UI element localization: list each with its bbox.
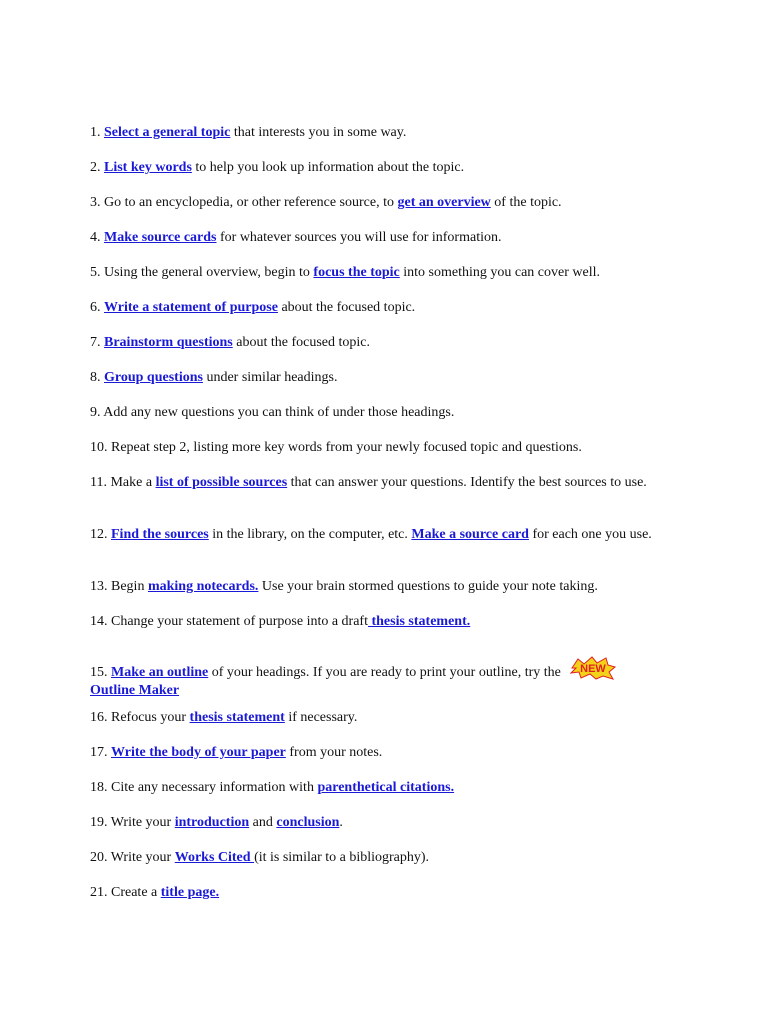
link-works-cited[interactable]: Works Cited [174,850,255,865]
step-text: 16. Refocus your [90,710,190,725]
link-making-notecards[interactable]: making notecards. [147,579,259,594]
step-text: in the library, on the computer, etc. [208,527,412,542]
link-list-key-words[interactable]: List key words [104,160,192,175]
link-outline-maker[interactable]: Outline Maker [90,683,180,698]
link-make-a-source-card[interactable]: Make a source card [411,527,529,542]
step-19 [90,814,680,832]
step-text: (it is similar to a bibliography). [254,850,430,865]
link-introduction[interactable]: introduction [174,815,250,830]
step-text: 5. Using the general overview, begin to [90,265,314,280]
step-text: 13. Begin [90,579,148,594]
step-text: 2. [90,160,104,175]
link-thesis-statement[interactable]: thesis statement. [367,614,471,629]
new-badge-icon [570,656,616,680]
step-text: for each one you use. [528,527,652,542]
step-text: about the focused topic. [277,300,416,315]
step-21 [90,884,680,902]
new-badge-label: NEW [580,663,607,675]
step-text: for whatever sources you will use for information. [216,230,502,245]
step-text: 15. [90,665,111,680]
step-text: 18. Cite any necessary information with [90,780,318,795]
link-parenthetical-citations[interactable]: parenthetical citations. [317,780,455,795]
step-text: of the topic. [490,195,562,210]
step-text: that interests you in some way. [230,125,407,140]
step-text: and [249,815,277,830]
step-text: Use your brain stormed questions to guide your note taking. [258,579,598,594]
link-conclusion[interactable]: conclusion [276,815,340,830]
link-find-the-sources[interactable]: Find the sources [111,527,209,542]
step-18 [90,779,680,797]
link-title-page[interactable]: title page. [160,885,220,900]
step-text: 14. Change your statement of purpose into a draft [90,614,368,629]
step-text: 21. Create a [90,885,161,900]
step-4 [90,229,680,247]
step-text: 11. Make a [90,475,156,490]
link-select-a-general-topic[interactable]: Select a general topic [104,125,231,140]
link-write-the-body-of-your-paper[interactable]: Write the body of your paper [111,745,286,760]
step-text: 9. Add any new questions you can think of under those headings. [90,405,455,420]
link-make-source-cards[interactable]: Make source cards [104,230,217,245]
step-text: 17. [90,745,111,760]
step-20 [90,849,680,867]
link-group-questions[interactable]: Group questions [104,370,203,385]
link-write-a-statement-of-purpose[interactable]: Write a statement of purpose [104,300,278,315]
step-14 [90,613,680,631]
step-15 [90,656,680,700]
step-text: that can answer your questions. Identify the best sources to use. [287,475,647,490]
step-text: 12. [90,527,111,542]
step-text: 20. Write your [90,850,175,865]
step-text: 1. [90,125,104,140]
step-text: into something you can cover well. [399,265,600,280]
step-text: if necessary. [284,710,358,725]
step-16 [90,709,680,727]
step-text: under similar headings. [202,370,338,385]
step-7 [90,334,680,352]
step-text: 7. [90,335,104,350]
link-thesis-statement[interactable]: thesis statement [189,710,285,725]
step-1 [90,124,680,142]
step-text: 8. [90,370,104,385]
step-text: about the focused topic. [232,335,370,350]
link-get-an-overview[interactable]: get an overview [397,195,491,210]
step-text: 3. Go to an encyclopedia, or other reference source, to [90,195,398,210]
step-text: 4. [90,230,104,245]
link-brainstorm-questions[interactable]: Brainstorm questions [104,335,233,350]
step-13 [90,578,680,596]
link-focus-the-topic[interactable]: focus the topic [313,265,400,280]
step-text: of your headings. If you are ready to print your outline, try the [208,665,565,680]
step-12 [90,526,680,544]
step-9 [90,404,680,422]
step-6 [90,299,680,317]
step-11 [90,474,680,492]
step-17 [90,744,680,762]
step-text: to help you look up information about the topic. [191,160,465,175]
link-make-an-outline[interactable]: Make an outline [111,665,209,680]
step-text: 19. Write your [90,815,175,830]
step-2 [90,159,680,177]
step-text: from your notes. [285,745,383,760]
step-text: . [339,815,343,830]
step-8 [90,369,680,387]
link-list-of-possible-sources[interactable]: list of possible sources [155,475,288,490]
step-text: 10. Repeat step 2, listing more key words from your newly focused topic and questions. [90,440,582,455]
step-5 [90,264,680,282]
step-10 [90,439,680,457]
step-text: 6. [90,300,104,315]
step-3 [90,194,680,212]
